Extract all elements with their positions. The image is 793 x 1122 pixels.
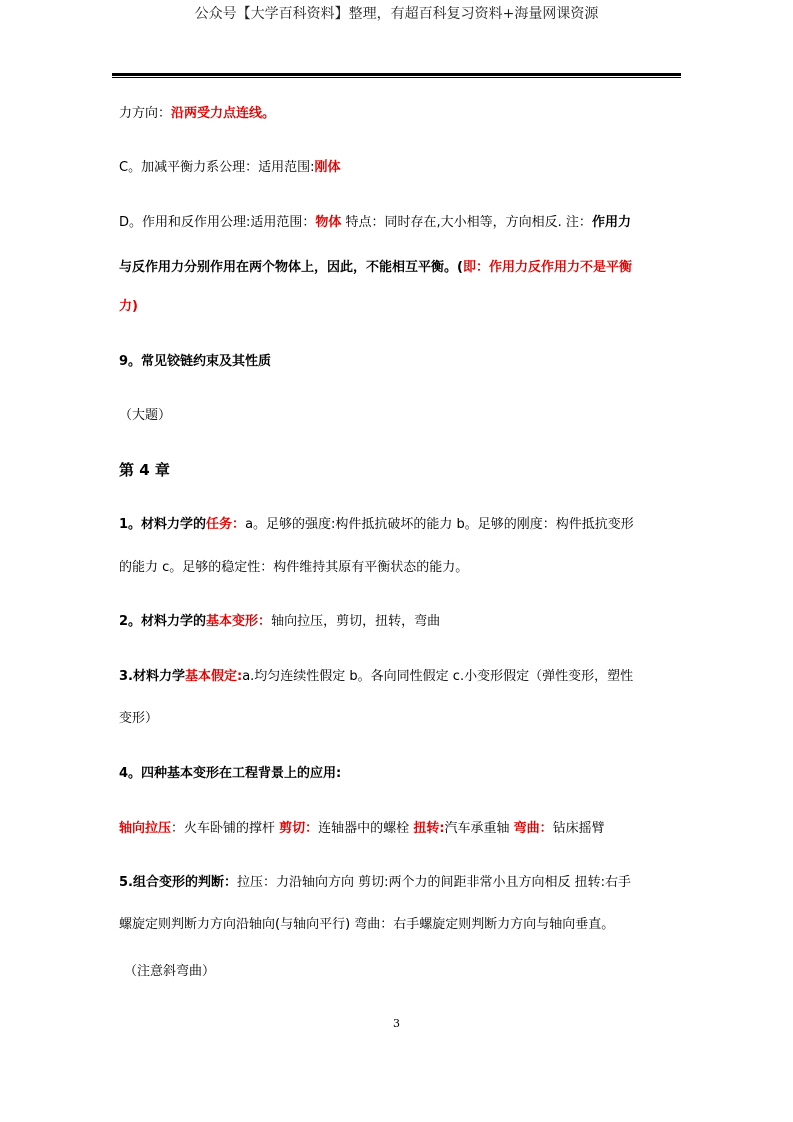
bold-text: 4。四种基本变形在工程背景上的应用: bbox=[119, 766, 342, 781]
text: D。作用和反作用公理:适用范围： bbox=[119, 215, 316, 230]
header-rule-thick bbox=[112, 73, 681, 76]
line-axiom-d bbox=[119, 214, 631, 232]
text: 拉压：力沿轴向方向 剪切:两个力的间距非常小且方向相反 扭转:右手 bbox=[236, 875, 632, 890]
highlight: 沿两受力点连线。 bbox=[171, 106, 276, 121]
line-action-reaction bbox=[119, 259, 632, 277]
text: 汽车承重轴 bbox=[444, 821, 514, 836]
text: 连轴器中的螺栓 bbox=[318, 821, 414, 836]
line-force-direction bbox=[119, 105, 275, 123]
header-rule-thin bbox=[112, 77, 681, 78]
highlight: 力) bbox=[119, 299, 138, 314]
item-1-cont bbox=[119, 559, 468, 577]
bold-text: 1。材料力学的 bbox=[119, 517, 207, 532]
highlight: 剪切： bbox=[279, 821, 319, 836]
text: a.均匀连续性假定 b。各向同性假定 c.小变形假定（弹性变形，塑性 bbox=[242, 669, 634, 684]
highlight: 扭转: bbox=[413, 821, 445, 836]
bold-text: 2。材料力学的 bbox=[119, 614, 207, 629]
highlight: 轴向拉压 bbox=[119, 821, 172, 836]
item-5-note bbox=[124, 963, 215, 981]
highlight: 基本变形： bbox=[206, 614, 272, 629]
item-1 bbox=[119, 516, 634, 534]
item-3-cont bbox=[119, 710, 158, 728]
bold-text: 5.组合变形的判断： bbox=[119, 875, 237, 890]
bold-text: 与反作用力分别作用在两个物体上，因此，不能相互平衡。( bbox=[119, 260, 463, 275]
chapter-heading bbox=[119, 461, 170, 479]
item-4-applications bbox=[119, 820, 605, 838]
line-big-question bbox=[119, 407, 171, 425]
bold-text: 作用力 bbox=[591, 215, 631, 230]
bold-text: 3.材料力学 bbox=[119, 669, 185, 684]
text: （注意斜弯曲） bbox=[124, 964, 216, 979]
text: 轴向拉压，剪切，扭转，弯曲 bbox=[271, 614, 441, 629]
highlight: 刚体 bbox=[314, 160, 341, 175]
text: 钻床摇臂 bbox=[552, 821, 605, 836]
page-number: 3 bbox=[393, 1017, 400, 1030]
item-5-cont bbox=[119, 916, 614, 934]
text: 变形） bbox=[119, 711, 159, 726]
item-3 bbox=[119, 668, 633, 686]
text: C。加减平衡力系公理：适用范围: bbox=[119, 160, 315, 175]
item-4 bbox=[119, 765, 341, 783]
text: a。足够的强度:构件抵抗破坏的能力 b。足够的刚度：构件抵抗变形 bbox=[245, 517, 634, 532]
highlight: 即：作用力反作用力不是平衡 bbox=[462, 260, 632, 275]
line-axiom-c bbox=[119, 159, 340, 177]
text: 力方向： bbox=[119, 106, 172, 121]
text: 螺旋定则判断力方向沿轴向(与轴向平行) 弯曲：右手螺旋定则判断力方向与轴向垂直。 bbox=[119, 917, 615, 932]
text: （大题） bbox=[119, 408, 172, 423]
highlight: 任务： bbox=[206, 517, 246, 532]
highlight: 弯曲： bbox=[513, 821, 553, 836]
highlight: 物体 bbox=[315, 215, 342, 230]
highlight: 基本假定: bbox=[184, 669, 243, 684]
page-header: 公众号【大学百科资料】整理，有超百科复习资料+海量网课资源 bbox=[194, 6, 599, 22]
item-2 bbox=[119, 613, 440, 631]
text: 的能力 c。足够的稳定性：构件维持其原有平衡状态的能力。 bbox=[119, 560, 469, 575]
line-action-reaction-end bbox=[119, 298, 138, 316]
chapter-title: 第 4 章 bbox=[119, 461, 170, 479]
item-9-heading bbox=[119, 353, 271, 371]
item-5 bbox=[119, 874, 631, 892]
text: 特点：同时存在,大小相等，方向相反. 注： bbox=[341, 215, 592, 230]
text: ：火车卧铺的撑杆 bbox=[171, 821, 280, 836]
bold-text: 9。常见铰链约束及其性质 bbox=[119, 354, 272, 369]
